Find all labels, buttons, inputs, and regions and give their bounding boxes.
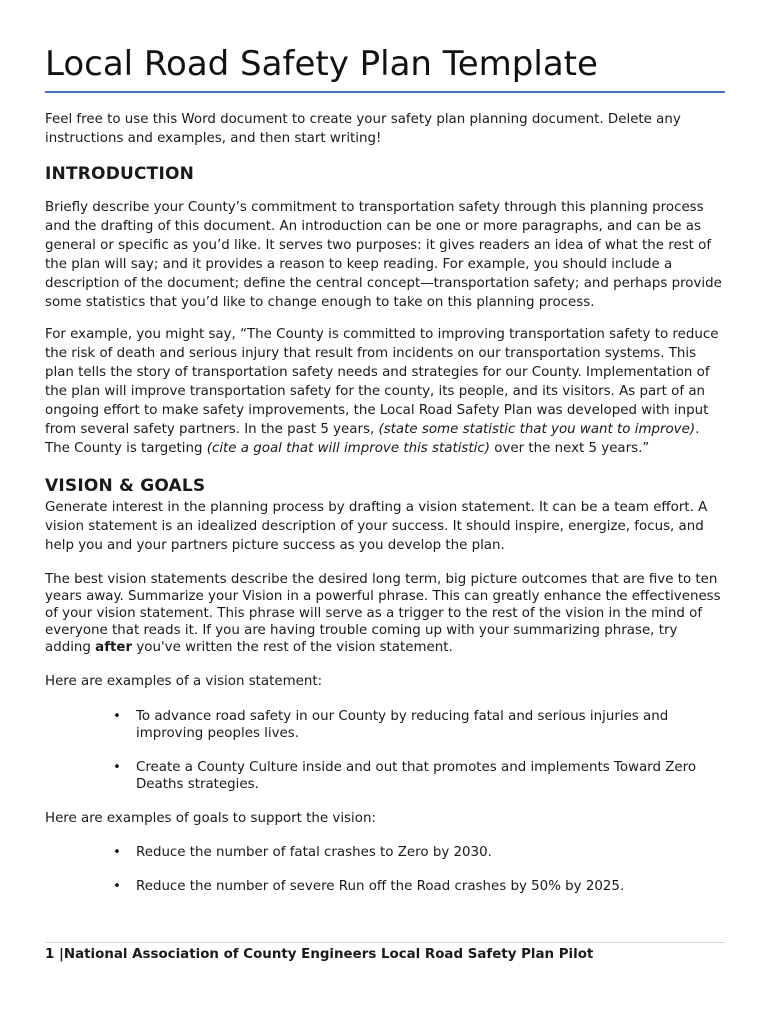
introduction-paragraph-2 bbox=[45, 325, 725, 458]
document-body bbox=[45, 110, 725, 895]
list-item: • Create a County Culture inside and out that promotes and implements Toward Zero Deaths strategies. bbox=[45, 759, 725, 793]
vision-paragraph-2 bbox=[45, 571, 725, 656]
list-item: • To advance road safety in our County by reducing fatal and serious injuries and improving peoples lives. bbox=[45, 708, 725, 742]
page-number: 1 bbox=[45, 947, 55, 962]
intro-p2-italic-2: (cite a goal that will improve this statistic) bbox=[206, 441, 490, 456]
intro-p2-text-2: . The County is targeting bbox=[45, 422, 700, 456]
page-footer bbox=[45, 942, 725, 964]
footer-organization: National Association of County Engineers Local Road Safety Plan Pilot bbox=[63, 947, 594, 962]
vision-p2-text-1: The best vision statements describe the desired long term, big picture outcomes that are five to ten years away. Summarize your Vision in a powerful phrase. This can greatly enhance the effectiveness of your vision statement. This phrase will serve as a trigger to the rest of the vision in the mind of everyone that reads it. If you are having trouble coming up with your summarizing phrase, try adding bbox=[45, 572, 721, 655]
introduction-heading: INTRODUCTION bbox=[45, 164, 195, 184]
intro-note: Feel free to use this Word document to create your safety plan planning document. Delete any instructions and examples, and then start writing! bbox=[45, 112, 681, 146]
goals-intro: Here are examples of goals to support the vision: bbox=[45, 811, 376, 826]
page-title: Local Road Safety Plan Template bbox=[45, 44, 725, 93]
list-item: • Reduce the number of severe Run off the Road crashes by 50% by 2025. bbox=[45, 878, 725, 895]
vision-p2-text-2: you've written the rest of the vision statement. bbox=[132, 640, 453, 655]
intro-p2-text-3: over the next 5 years.” bbox=[489, 441, 650, 456]
goals-list bbox=[45, 844, 725, 895]
footer-separator: | bbox=[54, 947, 64, 962]
introduction-paragraph-1: Briefly describe your County’s commitment to transportation safety through this planning process and the drafting of this document. An introduction can be one or more paragraphs, and can be as general or specific as you’d like. It serves two purposes: it gives readers an idea of what the rest of the plan will say; and it provides a reason to keep reading. For example, you should include a description of the document; define the central concept—transportation safety; and perhaps provide some statistics that you’d like to change enough to take on this planning process. bbox=[45, 200, 722, 310]
list-item: • Reduce the number of fatal crashes to Zero by 2030. bbox=[45, 844, 725, 861]
vision-heading: VISION & GOALS bbox=[45, 476, 206, 496]
intro-p2-text-1: For example, you might say, “The County is committed to improving transportation safety to reduce the risk of death and serious injury that result from incidents on our transportation systems. This plan tells the story of transportation safety needs and strategies for our County. Implementation of the plan will improve transportation safety for the county, its people, and its visitors. As part of an ongoing effort to make safety improvements, the Local Road Safety Plan was developed with input from several safety partners. In the past 5 years, bbox=[45, 327, 719, 437]
vision-p2-bold: after bbox=[95, 640, 133, 655]
vision-examples-intro: Here are examples of a vision statement: bbox=[45, 674, 323, 689]
vision-paragraph-1: Generate interest in the planning process by drafting a vision statement. It can be a team effort. A vision statement is an idealized description of your success. It should inspire, energize, focus, and help you and your partners picture success as you develop the plan. bbox=[45, 500, 708, 553]
vision-examples-list bbox=[45, 708, 725, 793]
intro-p2-italic-1: (state some statistic that you want to improve) bbox=[378, 422, 696, 437]
